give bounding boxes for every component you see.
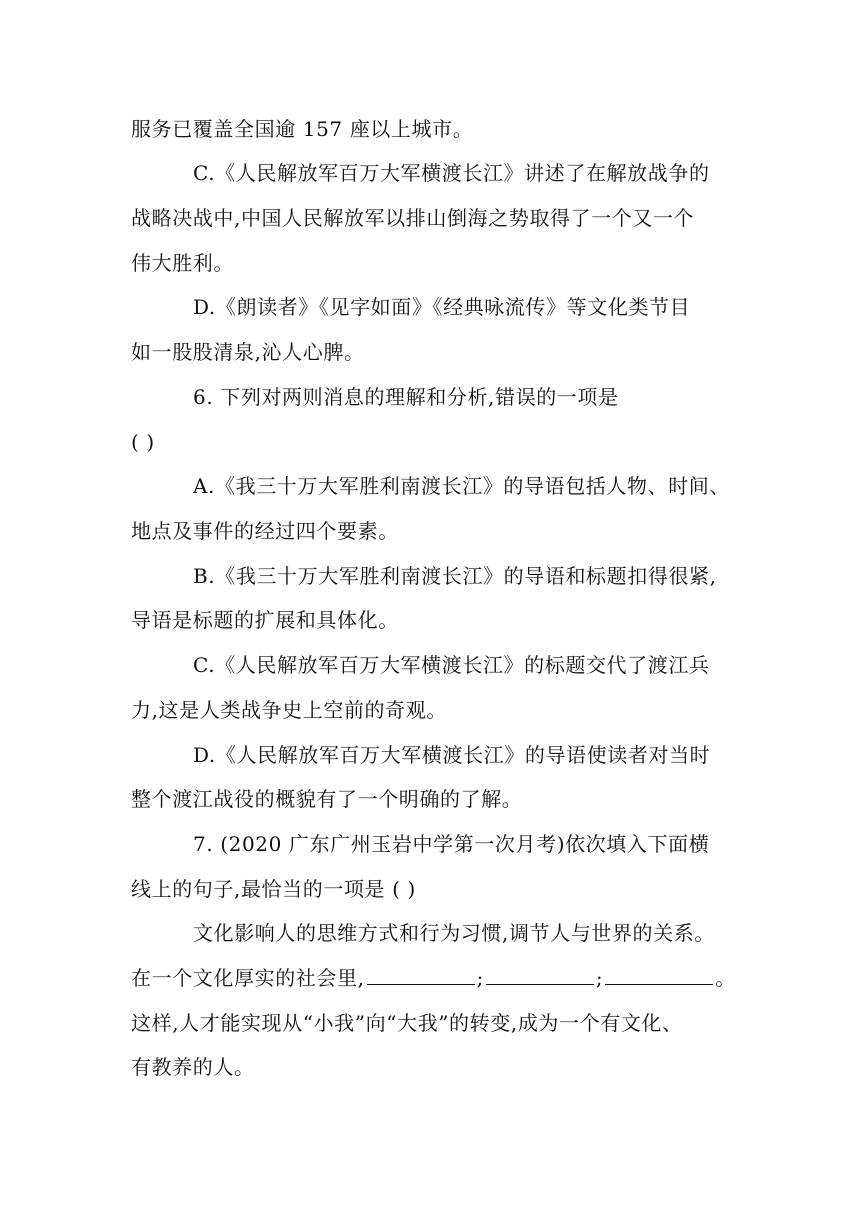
- text-line: 力,这是人类战争史上空前的奇观。: [131, 698, 447, 722]
- text-line: 伟大胜利。: [131, 251, 234, 275]
- text-line: 如一股股清泉,沁人心脾。: [131, 340, 365, 364]
- option-d-line: D.《朗读者》《见字如面》《经典咏流传》等文化类节目: [193, 295, 691, 319]
- text-line: 服务已覆盖全国逾 157 座以上城市。: [131, 117, 474, 141]
- text-line: 这样,人才能实现从“小我”向“大我”的转变,成为一个有文化、: [131, 1011, 683, 1035]
- fill-in-line: [131, 964, 736, 992]
- text-line: 战略决战中,中国人民解放军以排山倒海之势取得了一个又一个: [131, 206, 695, 230]
- fill-prefix: 在一个文化厚实的社会里,: [131, 966, 365, 990]
- answer-paren: ( ): [131, 430, 155, 454]
- q6-option-c: C.《人民解放军百万大军横渡长江》的标题交代了渡江兵: [193, 653, 710, 677]
- question-7-stem: 7. (2020 广东广州玉岩中学第一次月考)依次填入下面横: [193, 832, 710, 856]
- text-line: 有教养的人。: [131, 1055, 255, 1079]
- separator: ;: [595, 966, 604, 990]
- option-c-line: C.《人民解放军百万大军横渡长江》讲述了在解放战争的: [193, 161, 710, 185]
- passage-line: 文化影响人的思维方式和行为习惯,调节人与世界的关系。: [193, 921, 715, 945]
- text-line: 地点及事件的经过四个要素。: [131, 519, 399, 543]
- fill-suffix: 。: [715, 966, 736, 990]
- text-line: 整个渡江战役的概貌有了一个明确的了解。: [131, 787, 523, 811]
- text-line: 线上的句子,最恰当的一项是 ( ): [131, 877, 416, 901]
- q6-option-d: D.《人民解放军百万大军横渡长江》的导语使读者对当时: [193, 743, 711, 767]
- question-6-stem: 6. 下列对两则消息的理解和分析,错误的一项是: [193, 385, 619, 409]
- blank-2[interactable]: [486, 966, 594, 985]
- q6-option-a: A.《我三十万大军胜利南渡长江》的导语包括人物、时间、: [193, 474, 731, 498]
- blank-3[interactable]: [605, 966, 713, 985]
- separator: ;: [476, 966, 484, 990]
- blank-1[interactable]: [367, 966, 475, 985]
- text-line: 导语是标题的扩展和具体化。: [131, 608, 399, 632]
- q6-option-b: B.《我三十万大军胜利南渡长江》的导语和标题扣得很紧,: [193, 564, 717, 588]
